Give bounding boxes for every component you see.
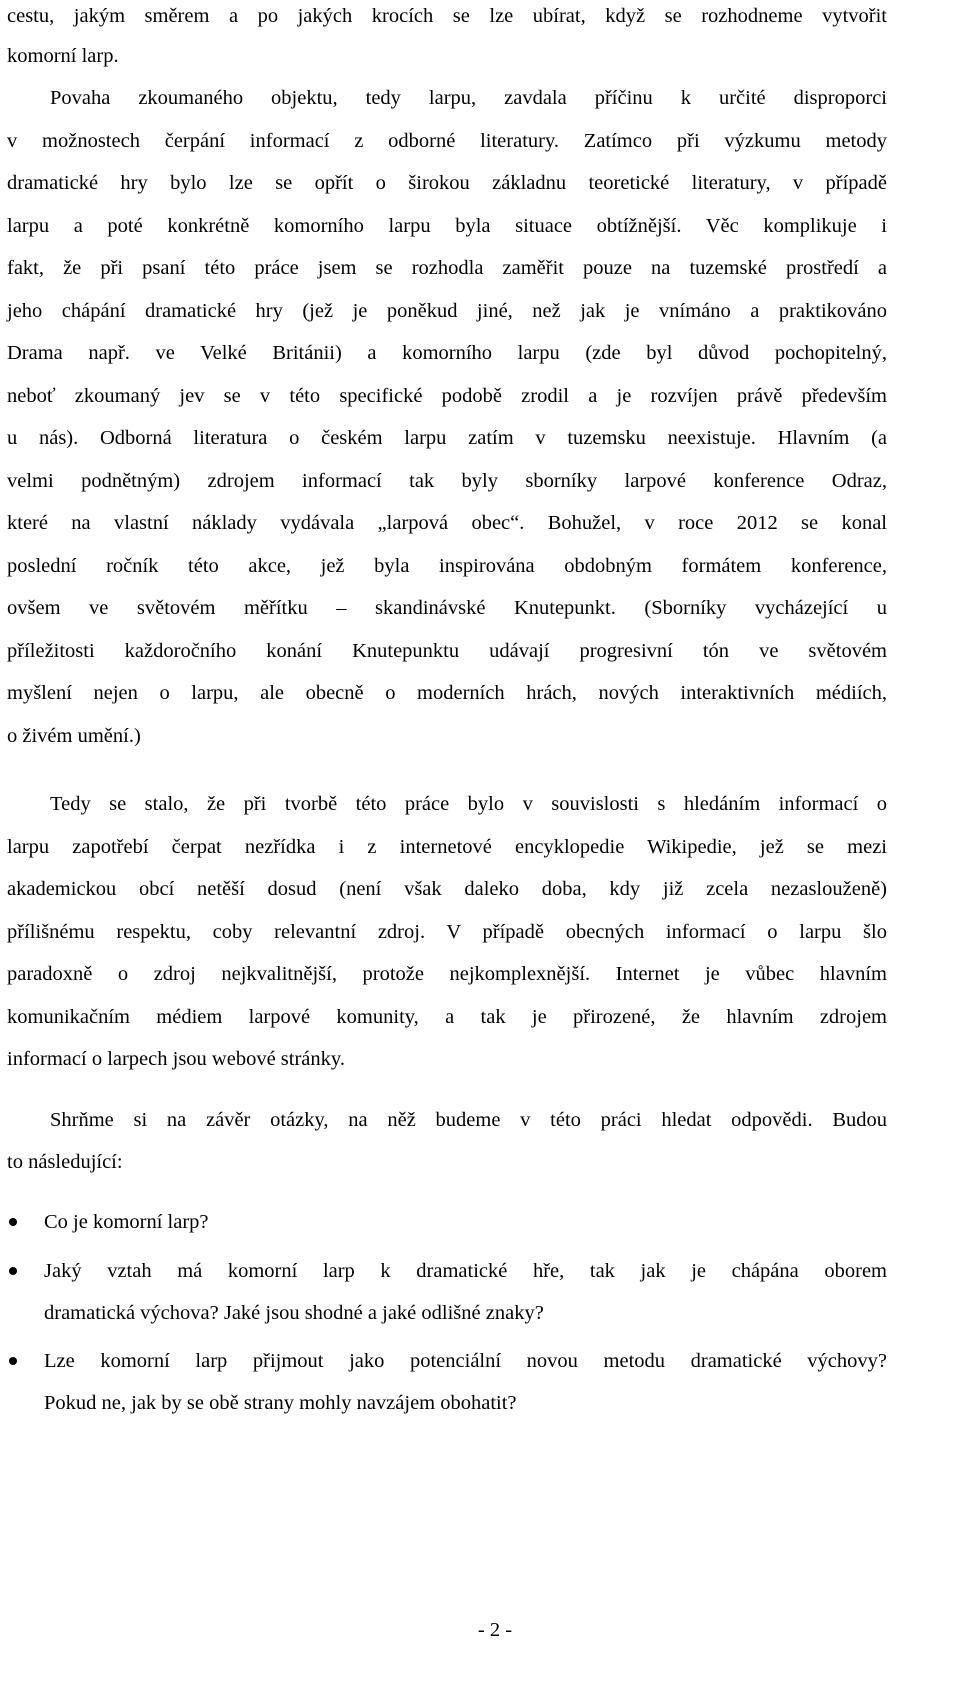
text-line: dramatická výchova? Jaké jsou shodné a jaké odlišné znaky? bbox=[44, 1302, 544, 1324]
text-line: myšlení nejen o larpu, ale obecně o moderních hrách, nových interaktivních médiích, bbox=[7, 682, 887, 704]
text-line: Co je komorní larp? bbox=[44, 1211, 209, 1233]
text-line: příležitosti každoročního konání Knutepunktu udávají progresivní tón ve světovém bbox=[7, 640, 887, 662]
text-line: to následující: bbox=[7, 1151, 123, 1173]
text-line: komorní larp. bbox=[7, 45, 119, 67]
text-line: cestu, jakým směrem a po jakých krocích se lze ubírat, když se rozhodneme vytvořit bbox=[7, 5, 887, 27]
text-line: Shrňme si na závěr otázky, na něž budeme v této práci hledat odpovědi. Budou bbox=[50, 1109, 887, 1131]
text-line: Povaha zkoumaného objektu, tedy larpu, zavdala příčinu k určité disproporci bbox=[50, 87, 887, 109]
text-line: neboť zkoumaný jev se v této specifické podobě zrodil a je rozvíjen právě především bbox=[7, 385, 887, 407]
text-line: fakt, že při psaní této práce jsem se rozhodla zaměřit pouze na tuzemské prostředí a bbox=[7, 257, 887, 279]
text-line: Pokud ne, jak by se obě strany mohly navzájem obohatit? bbox=[44, 1392, 517, 1414]
text-line: informací o larpech jsou webové stránky. bbox=[7, 1048, 345, 1070]
text-line: Drama např. ve Velké Británii) a komorního larpu (zde byl důvod pochopitelný, bbox=[7, 342, 887, 364]
text-line: ovšem ve světovém měřítku – skandinávské Knutepunkt. (Sborníky vycházející u bbox=[7, 597, 887, 619]
bullet-icon bbox=[9, 1357, 17, 1365]
text-line: larpu zapotřebí čerpat nezřídka i z internetové encyklopedie Wikipedie, jež se mezi bbox=[7, 836, 887, 858]
text-line: Lze komorní larp přijmout jako potenciální novou metodu dramatické výchovy? bbox=[44, 1350, 887, 1372]
text-line: u nás). Odborná literatura o českém larpu zatím v tuzemsku neexistuje. Hlavním (a bbox=[7, 427, 887, 449]
text-line: komunikačním médiem larpové komunity, a tak je přirozené, že hlavním zdrojem bbox=[7, 1006, 887, 1028]
page-number: - 2 - bbox=[477, 1619, 513, 1641]
text-line: velmi podnětným) zdrojem informací tak byly sborníky larpové konference Odraz, bbox=[7, 470, 887, 492]
text-line: akademickou obcí netěší dosud (není však daleko doba, kdy již zcela nezaslouženě) bbox=[7, 878, 887, 900]
text-line: v možnostech čerpání informací z odborné literatury. Zatímco při výzkumu metody bbox=[7, 130, 887, 152]
text-line: jeho chápání dramatické hry (jež je poněkud jiné, než jak je vnímáno a praktikováno bbox=[7, 300, 887, 322]
text-line: o živém umění.) bbox=[7, 725, 141, 747]
text-line: Jaký vztah má komorní larp k dramatické hře, tak jak je chápána oborem bbox=[44, 1260, 887, 1282]
text-line: dramatické hry bylo lze se opřít o širokou základnu teoretické literatury, v případě bbox=[7, 172, 887, 194]
bullet-icon bbox=[9, 1218, 17, 1226]
text-line: Tedy se stalo, že při tvorbě této práce bylo v souvislosti s hledáním informací o bbox=[50, 793, 887, 815]
text-line: poslední ročník této akce, jež byla inspirována obdobným formátem konference, bbox=[7, 555, 887, 577]
text-line: přílišnému respektu, coby relevantní zdroj. V případě obecných informací o larpu šlo bbox=[7, 921, 887, 943]
text-line: které na vlastní náklady vydávala „larpová obec“. Bohužel, v roce 2012 se konal bbox=[7, 512, 887, 534]
bullet-icon bbox=[9, 1267, 17, 1275]
text-line: larpu a poté konkrétně komorního larpu byla situace obtížnější. Věc komplikuje i bbox=[7, 215, 887, 237]
text-line: paradoxně o zdroj nejkvalitnější, protože nejkomplexnější. Internet je vůbec hlavním bbox=[7, 963, 887, 985]
